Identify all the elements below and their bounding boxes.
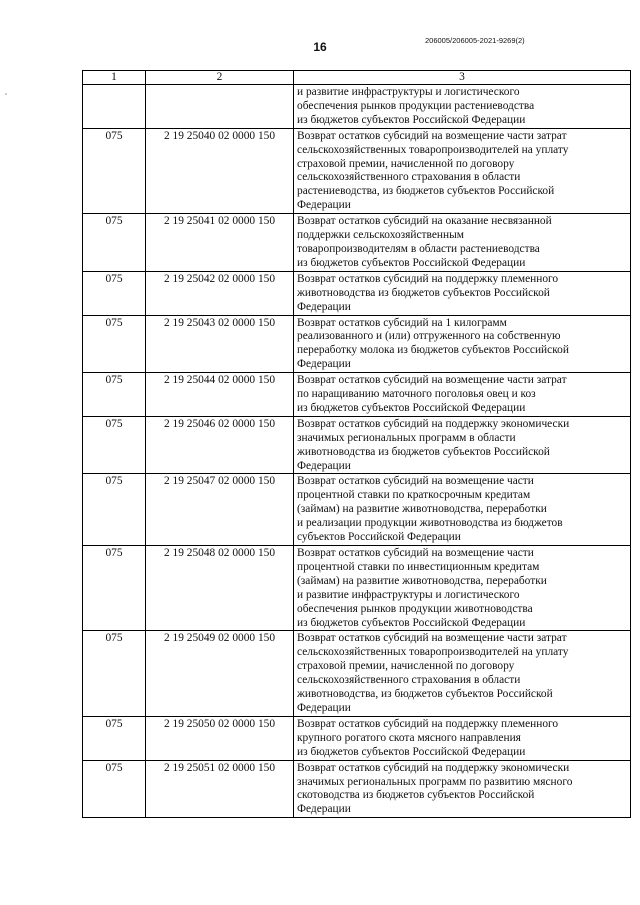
description-line: крупного рогатого скота мясного направления bbox=[297, 731, 521, 744]
description-line: Федерации bbox=[297, 300, 351, 313]
administrator-code-cell bbox=[83, 85, 146, 129]
table-row bbox=[83, 271, 631, 315]
description-line: Возврат остатков субсидий на 1 килограмм bbox=[297, 316, 507, 329]
description-line: процентной ставки по инвестиционным кредитам bbox=[297, 560, 540, 573]
description-line: страховой премии, начисленной по договору bbox=[297, 660, 515, 673]
description-line: животноводства из бюджетов субъектов Российской bbox=[297, 445, 550, 458]
description-line: реализованного и (или) отгруженного на собственную bbox=[297, 330, 561, 343]
description-cell bbox=[294, 373, 631, 417]
description-line: Возврат остатков субсидий на возмещение части затрат bbox=[297, 632, 567, 645]
description-line: товаропроизводителям в области растениеводства bbox=[297, 242, 540, 255]
revenue-code-cell: 2 19 25049 02 0000 150 bbox=[146, 631, 294, 716]
table-row bbox=[83, 85, 631, 129]
description-cell bbox=[294, 716, 631, 760]
description-cell bbox=[294, 474, 631, 546]
description-line: животноводства из бюджетов субъектов Российской bbox=[297, 286, 550, 299]
administrator-code-cell: 075 bbox=[83, 631, 146, 716]
description-line: и реализации продукции животноводства из бюджетов bbox=[297, 517, 563, 530]
column-header-1: 1 bbox=[83, 71, 146, 85]
description-line: и развитие инфраструктуры и логистического bbox=[297, 86, 520, 98]
budget-codes-table bbox=[82, 70, 631, 818]
margin-mark bbox=[5, 93, 7, 95]
description-line: субъектов Российской Федерации bbox=[297, 531, 461, 544]
description-line: Возврат остатков субсидий на оказание несвязанной bbox=[297, 215, 552, 228]
description-line: Возврат остатков субсидий на поддержку экономически bbox=[297, 761, 570, 774]
description-line: Возврат остатков субсидий на возмещение части bbox=[297, 547, 534, 559]
description-cell bbox=[294, 85, 631, 129]
administrator-code-cell: 075 bbox=[83, 474, 146, 546]
table-row bbox=[83, 128, 631, 213]
description-line: обеспечения рынков продукции растениеводства bbox=[297, 99, 535, 112]
administrator-code-cell: 075 bbox=[83, 546, 146, 631]
description-line: Федерации bbox=[297, 459, 351, 472]
description-line: Возврат остатков субсидий на возмещение части bbox=[297, 475, 534, 488]
administrator-code-cell: 075 bbox=[83, 716, 146, 760]
revenue-code-cell: 2 19 25051 02 0000 150 bbox=[146, 760, 294, 818]
revenue-code-cell: 2 19 25040 02 0000 150 bbox=[146, 128, 294, 213]
description-cell bbox=[294, 416, 631, 474]
revenue-code-cell: 2 19 25046 02 0000 150 bbox=[146, 416, 294, 474]
description-cell bbox=[294, 128, 631, 213]
revenue-code-cell: 2 19 25050 02 0000 150 bbox=[146, 716, 294, 760]
description-line: Возврат остатков субсидий на поддержку племенного bbox=[297, 717, 559, 730]
column-header-2: 2 bbox=[146, 71, 294, 85]
description-line: (займам) на развитие животноводства, переработки bbox=[297, 574, 547, 587]
administrator-code-cell: 075 bbox=[83, 416, 146, 474]
description-line: Возврат остатков субсидий на возмещение части затрат bbox=[297, 129, 567, 142]
description-line: обеспечения рынков продукции животноводства bbox=[297, 602, 533, 615]
document-id: 206005/206005-2021-9269(2) bbox=[425, 36, 525, 45]
column-header-3: 3 bbox=[294, 71, 631, 85]
description-line: растениеводства, из бюджетов субъектов Российской bbox=[297, 185, 555, 198]
description-line: Федерации bbox=[297, 199, 351, 212]
description-cell bbox=[294, 631, 631, 716]
revenue-code-cell: 2 19 25044 02 0000 150 bbox=[146, 373, 294, 417]
table-row bbox=[83, 315, 631, 373]
description-line: Возврат остатков субсидий на поддержку экономически bbox=[297, 417, 570, 430]
description-line: и развитие инфраструктуры и логистического bbox=[297, 588, 520, 601]
revenue-code-cell: 2 19 25048 02 0000 150 bbox=[146, 546, 294, 631]
table-row bbox=[83, 546, 631, 631]
table-header-row bbox=[83, 71, 631, 85]
description-line: сельскохозяйственных товаропроизводителей на уплату bbox=[297, 646, 569, 659]
description-line: значимых региональных программ по развитию мясного bbox=[297, 775, 573, 788]
administrator-code-cell: 075 bbox=[83, 214, 146, 272]
description-line: сельскохозяйственного страхования в области bbox=[297, 674, 521, 687]
description-line: переработку молока из бюджетов субъектов Российской bbox=[297, 344, 569, 357]
description-line: из бюджетов субъектов Российской Федерации bbox=[297, 113, 526, 126]
description-line: Возврат остатков субсидий на поддержку племенного bbox=[297, 272, 559, 285]
table-row bbox=[83, 474, 631, 546]
description-line: скотоводства из бюджетов субъектов Российской bbox=[297, 789, 535, 802]
description-cell bbox=[294, 271, 631, 315]
administrator-code-cell: 075 bbox=[83, 373, 146, 417]
description-line: по наращиванию маточного поголовья овец и коз bbox=[297, 388, 536, 401]
table-row bbox=[83, 716, 631, 760]
description-line: (займам) на развитие животноводства, переработки bbox=[297, 503, 547, 516]
description-line: страховой премии, начисленной по договору bbox=[297, 157, 515, 170]
description-line: сельскохозяйственного страхования в области bbox=[297, 171, 521, 184]
description-line: из бюджетов субъектов Российской Федерации bbox=[297, 616, 526, 629]
revenue-code-cell: 2 19 25043 02 0000 150 bbox=[146, 315, 294, 373]
description-line: из бюджетов субъектов Российской Федерации bbox=[297, 401, 526, 414]
table-row bbox=[83, 631, 631, 716]
description-line: значимых региональных программ в области bbox=[297, 431, 516, 444]
description-line: Федерации bbox=[297, 803, 351, 816]
table-row bbox=[83, 214, 631, 272]
description-cell bbox=[294, 760, 631, 818]
description-line: из бюджетов субъектов Российской Федерации bbox=[297, 745, 526, 758]
revenue-code-cell: 2 19 25042 02 0000 150 bbox=[146, 271, 294, 315]
description-line: из бюджетов субъектов Российской Федерации bbox=[297, 256, 526, 269]
administrator-code-cell: 075 bbox=[83, 271, 146, 315]
revenue-code-cell bbox=[146, 85, 294, 129]
description-line: поддержки сельскохозяйственным bbox=[297, 229, 464, 242]
administrator-code-cell: 075 bbox=[83, 315, 146, 373]
description-line: животноводства, из бюджетов субъектов Российской bbox=[297, 688, 553, 701]
administrator-code-cell: 075 bbox=[83, 760, 146, 818]
administrator-code-cell: 075 bbox=[83, 128, 146, 213]
revenue-code-cell: 2 19 25041 02 0000 150 bbox=[146, 214, 294, 272]
description-cell bbox=[294, 214, 631, 272]
description-line: процентной ставки по краткосрочным кредитам bbox=[297, 489, 531, 502]
table-row bbox=[83, 373, 631, 417]
description-line: Возврат остатков субсидий на возмещение части затрат bbox=[297, 374, 567, 387]
description-line: сельскохозяйственных товаропроизводителей на уплату bbox=[297, 143, 569, 156]
description-cell bbox=[294, 315, 631, 373]
table-row bbox=[83, 416, 631, 474]
table-row bbox=[83, 760, 631, 818]
description-line: Федерации bbox=[297, 358, 351, 371]
page-number: 16 bbox=[313, 40, 327, 54]
description-line: Федерации bbox=[297, 701, 351, 714]
revenue-code-cell: 2 19 25047 02 0000 150 bbox=[146, 474, 294, 546]
description-cell bbox=[294, 546, 631, 631]
